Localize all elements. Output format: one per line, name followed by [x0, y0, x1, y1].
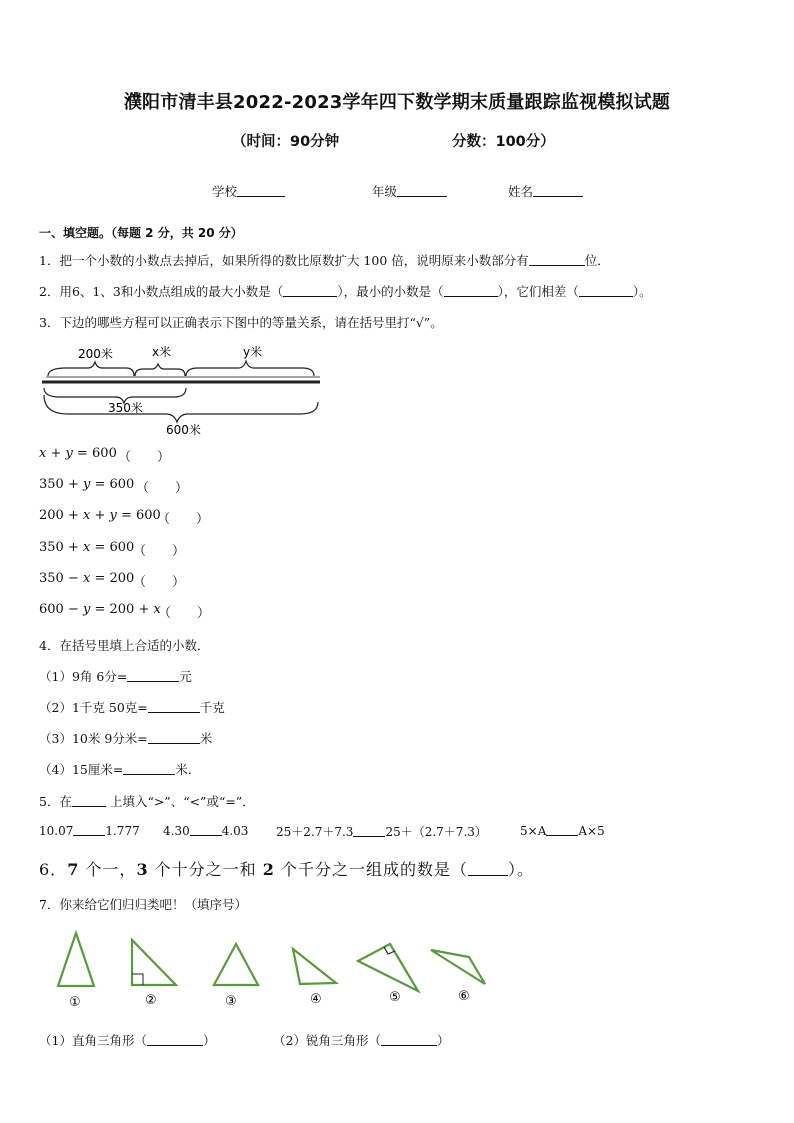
triangle-3 [214, 944, 258, 985]
q6-n1: 7 [67, 860, 80, 879]
equation-answer-paren[interactable]: （ ） [133, 544, 186, 559]
question-6 [39, 857, 534, 880]
q7-blank-2[interactable] [381, 1033, 437, 1046]
q5-item-3 [276, 823, 487, 840]
grade-blank[interactable] [397, 184, 447, 197]
question-5 [39, 792, 255, 810]
q6-t4: ）。 [508, 860, 535, 879]
grade-field[interactable] [372, 182, 447, 200]
brace-200 [48, 362, 134, 376]
equation-expr: 600 − y = 200 + x [39, 602, 161, 617]
school-label: 学校 [212, 184, 238, 199]
q4-blank-3[interactable] [148, 731, 200, 744]
q5-item-1 [39, 823, 140, 838]
q5-item-4 [520, 823, 605, 838]
equation-answer-paren[interactable]: （ ） [157, 512, 210, 527]
q2-blank-1[interactable] [283, 284, 337, 297]
equation-answer-paren[interactable]: （ ） [118, 450, 171, 465]
name-label: 姓名 [508, 184, 534, 199]
q4-blank-4[interactable] [123, 762, 175, 775]
q5-item-2-right: 4.03 [221, 824, 249, 838]
q6-blank[interactable] [468, 861, 508, 876]
q2-text-a: 2．用6、1、3和小数点组成的最大小数是（ [39, 284, 284, 299]
q4-item-2-unit: 千克 [199, 700, 225, 715]
q7-part-1-end: ） [202, 1033, 216, 1048]
label-3: ③ [225, 994, 237, 1009]
q2-blank-2[interactable] [444, 284, 498, 297]
triangle-5 [358, 944, 418, 991]
q5-text-b: 上填入“>”、“<”或“=”． [109, 794, 255, 809]
name-field[interactable] [508, 182, 583, 200]
q7-part-2 [273, 1031, 449, 1049]
q4-blank-1[interactable] [127, 669, 179, 682]
q5-text-a: 5．在 [39, 794, 72, 809]
q4-item-4-text: （4）15厘米= [39, 762, 124, 777]
q4-item-1 [39, 667, 192, 685]
q6-t1: 个一， [85, 860, 137, 879]
equation-expr: x + y = 600 [39, 446, 117, 461]
q2-blank-3[interactable] [579, 284, 633, 297]
q4-item-2-text: （2）1千克 50克= [39, 700, 148, 715]
page-title: 濮阳市清丰县2022-2023学年四下数学期末质量跟踪监视模拟试题 [123, 92, 671, 113]
label-y: y米 [243, 345, 263, 359]
section-heading: 一、填空题。（每题 2 分，共 20 分） [39, 226, 243, 240]
question-1 [39, 251, 610, 269]
q1-blank[interactable] [529, 253, 585, 266]
right-angle-mark-2 [132, 974, 143, 985]
equation-expr: 200 + x + y = 600 [39, 508, 161, 523]
question-7: 7．你来给它们归归类吧！（填序号） [39, 897, 247, 912]
q5-item-3-left: 25＋2.7＋7.3 [276, 825, 354, 839]
question-2 [39, 282, 652, 300]
q6-t3: 个千分之一组成的数是（ [281, 860, 469, 879]
label-2: ② [145, 993, 157, 1008]
label-600: 600米 [166, 423, 201, 437]
school-field[interactable] [212, 182, 285, 200]
triangles-figure [44, 928, 504, 1010]
q6-n3: 2 [262, 860, 275, 879]
triangle-1 [58, 933, 94, 986]
q5-item-2-left: 4.30 [163, 824, 190, 838]
label-x: x米 [152, 345, 172, 359]
q4-item-1-unit: 元 [179, 669, 192, 684]
q4-item-1-text: （1）9角 6分= [39, 669, 128, 684]
grade-label: 年级 [372, 184, 398, 199]
equation-answer-paren[interactable]: （ ） [136, 481, 189, 496]
triangle-2 [132, 940, 176, 985]
q4-item-2 [39, 698, 225, 716]
label-5: ⑤ [389, 990, 401, 1005]
question-4: 4．在括号里填上合适的小数． [39, 638, 210, 653]
q4-item-3-unit: 米 [199, 731, 213, 746]
q5-blank-2[interactable] [190, 823, 222, 836]
q2-text-c: ），它们相差（ [497, 284, 579, 299]
equation-1 [39, 446, 171, 465]
q6-t2: 个十分之一和 [154, 860, 257, 879]
exam-score: 分数：100分） [452, 134, 555, 150]
school-blank[interactable] [237, 184, 285, 197]
q5-item-1-left: 10.07 [39, 824, 74, 838]
q4-item-4 [39, 760, 200, 778]
q5-item-4-right: A×5 [578, 824, 605, 838]
exam-time: （时间：90分钟 [232, 134, 340, 150]
q6-n2: 3 [136, 860, 149, 879]
segment-diagram [38, 340, 328, 440]
q7-part-2-end: ） [436, 1033, 450, 1048]
label-6: ⑥ [458, 989, 470, 1004]
equation-2 [39, 477, 189, 496]
q7-part-1 [39, 1031, 215, 1049]
triangle-4 [293, 949, 336, 984]
equation-expr: 350 + x = 600 [39, 540, 135, 555]
q5-example-blank [72, 794, 106, 807]
equation-5 [39, 571, 186, 590]
brace-y [186, 361, 314, 376]
q4-blank-2[interactable] [148, 700, 200, 713]
q5-item-1-right: 1.777 [105, 824, 140, 838]
q6-num: 6． [39, 860, 68, 879]
brace-x [135, 364, 185, 376]
q4-item-4-unit: 米． [175, 762, 201, 777]
equation-4 [39, 540, 186, 559]
q7-part-2-text: （2）锐角三角形（ [273, 1033, 381, 1048]
q4-item-3 [39, 729, 212, 747]
q5-blank-1[interactable] [73, 823, 105, 836]
equation-expr: 350 + y = 600 [39, 477, 135, 492]
name-blank[interactable] [533, 184, 583, 197]
question-3: 3．下边的哪些方程可以正确表示下图中的等量关系，请在括号里打“√”。 [39, 315, 443, 330]
label-4: ④ [310, 992, 322, 1007]
q5-item-4-left: 5×A [520, 824, 547, 838]
q2-text-b: ），最小的小数是（ [337, 284, 444, 299]
q5-item-2 [163, 823, 248, 838]
label-200: 200米 [78, 347, 113, 361]
label-350: 350米 [108, 401, 143, 415]
equation-answer-paren[interactable]: （ ） [158, 606, 211, 621]
q5-blank-3[interactable] [353, 824, 385, 837]
q7-part-1-text: （1）直角三角形（ [39, 1033, 147, 1048]
equation-3 [39, 508, 210, 527]
brace-600 [44, 395, 318, 422]
q7-blank-1[interactable] [147, 1033, 203, 1046]
q5-item-3-right: 25＋（2.7＋7.3） [385, 825, 487, 839]
label-1: ① [69, 995, 81, 1010]
q4-item-3-text: （3）10米 9分米= [39, 731, 148, 746]
q1-text-end: 位． [584, 253, 610, 268]
equation-6 [39, 602, 211, 621]
triangle-6 [431, 950, 485, 984]
equation-expr: 350 − x = 200 [39, 571, 135, 586]
equation-answer-paren[interactable]: （ ） [133, 575, 186, 590]
q2-text-d: ）。 [632, 284, 652, 299]
q1-text: 1．把一个小数的小数点去掉后，如果所得的数比原数扩大 100 倍，说明原来小数部分有 [39, 253, 529, 268]
q5-blank-4[interactable] [546, 823, 578, 836]
